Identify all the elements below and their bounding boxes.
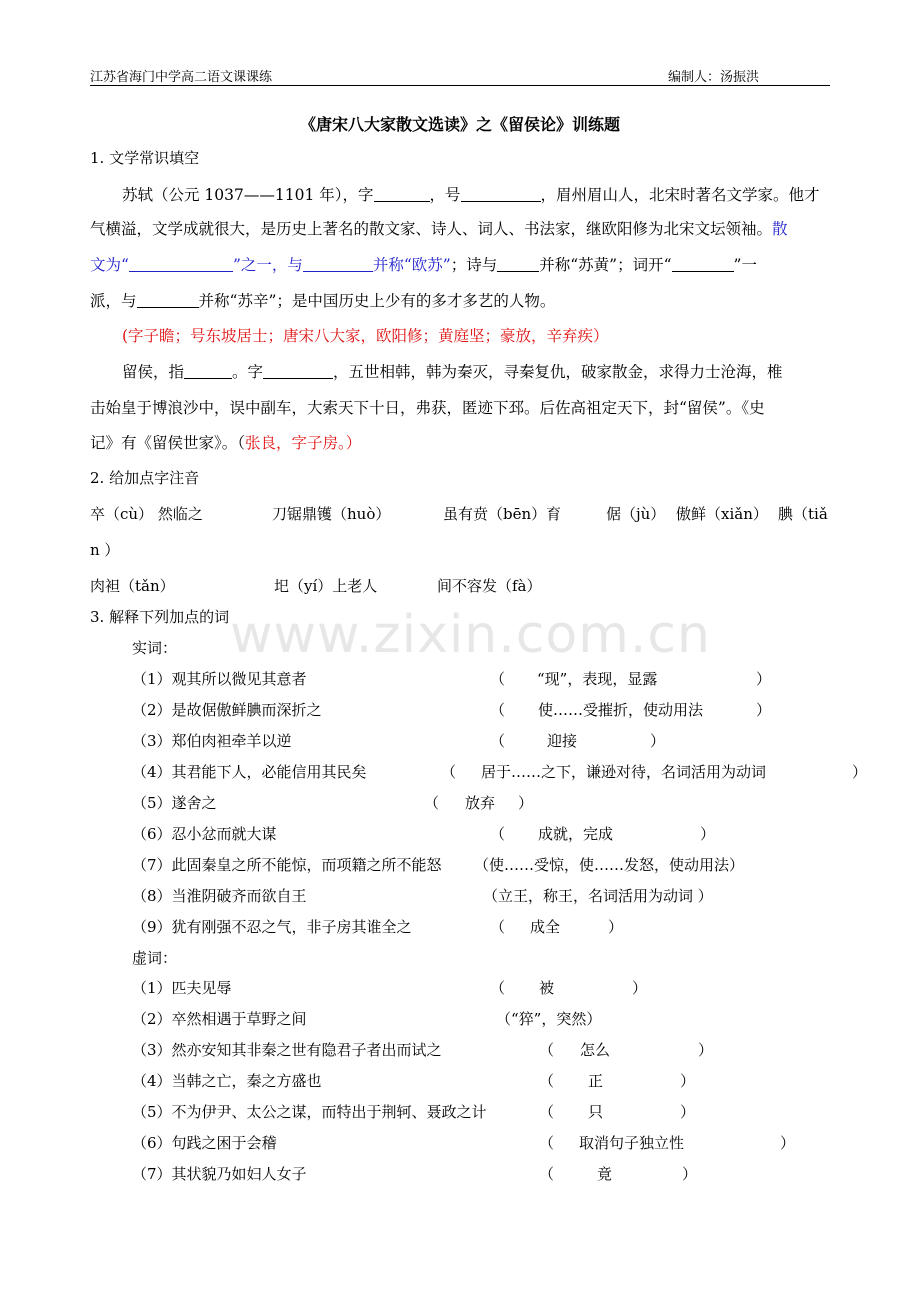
blank-hao[interactable] [461, 186, 541, 203]
text: 苏轼（公元 1037——1101 年），字 [122, 186, 374, 204]
shici-a6: 成就，完成 [538, 825, 614, 843]
blank-zi[interactable] [374, 186, 430, 203]
shici-q1: （1）观其所以微见其意者 [132, 670, 307, 688]
shici-a7: （使……受惊，使……发怒，使动用法） [474, 856, 745, 874]
xuci-q4: （4）当韩之亡，秦之方盛也 [132, 1072, 322, 1090]
paren: （ [424, 794, 440, 812]
s1-para2-line1 [122, 360, 783, 382]
text: 张良，字子房。） [245, 434, 362, 452]
s1-para1-line2 [90, 217, 788, 239]
paren: （ [539, 1134, 555, 1152]
section2-heading: 2. 给加点字注音 [90, 469, 200, 487]
text: 派，与 [90, 292, 137, 310]
paren: （ [539, 1165, 555, 1183]
paren: ） [680, 1072, 696, 1090]
text: 并称“苏辛”；是中国历史上少有的多才多艺的人物。 [198, 292, 556, 310]
blank-huang[interactable] [497, 256, 539, 273]
text: ，五世相韩，韩为秦灭，寻秦复仇，破家散金，求得力士沧海，椎 [333, 363, 783, 381]
paren: ） [852, 763, 868, 781]
paren: （ [539, 1041, 555, 1059]
paren: ） [680, 1103, 696, 1121]
s1-para1-line1 [122, 183, 820, 205]
blank-eight-masters[interactable] [129, 256, 233, 273]
text: ”一 [733, 256, 757, 274]
paren: ） [756, 701, 772, 719]
paren: （ [490, 732, 506, 750]
paren: （ [490, 701, 506, 719]
header-rule [90, 85, 830, 86]
shici-q7: （7）此固秦皇之所不能惊，而项籍之所不能怒 [132, 856, 442, 874]
paren: （ [490, 979, 506, 997]
text: ”之一，与 [232, 256, 303, 274]
paren: ） [632, 979, 648, 997]
paren: ） [650, 732, 666, 750]
pinyin-item: 圯（yí）上老人 [274, 577, 378, 595]
pinyin-item: 傲鲜（xiǎn） [676, 505, 768, 523]
text: 并称“苏黄”；词开“ [539, 256, 672, 274]
shici-q5: （5）遂舍之 [132, 794, 217, 812]
s1-para1-line4 [90, 289, 555, 311]
s1-answer1: (字子瞻；号东坡居士；唐宋八大家，欧阳修；黄庭坚；豪放，辛弃疾） [122, 327, 609, 345]
shici-a4: 居于……之下，谦逊对待，名词活用为动词 [481, 763, 767, 781]
watermark: www.zixin.com.cn [230, 605, 711, 665]
pinyin-item: 刀锯鼎镬（huò） [272, 505, 391, 523]
shici-q8: （8）当淮阴破齐而欲自王 [132, 887, 307, 905]
paren: （ [539, 1103, 555, 1121]
paren: （ [539, 1072, 555, 1090]
pinyin-item: 间不容发（fà） [437, 577, 542, 595]
text: ，号 [429, 186, 461, 204]
pinyin-item-cont: n ） [90, 541, 120, 559]
section1-heading: 1. 文学常识填空 [90, 149, 200, 167]
paren: （ [441, 763, 457, 781]
blank-liuhou[interactable] [184, 363, 232, 380]
shici-q3: （3）郑伯肉袒牵羊以逆 [132, 732, 292, 750]
text: 散 [772, 220, 788, 238]
shici-a8: （立王，称王，名词活用为动词 ） [483, 887, 713, 905]
text: 并称“欧苏” [372, 256, 451, 274]
pinyin-item: 肉袒（tǎn） [90, 577, 175, 595]
xuci-q2: （2）卒然相遇于草野之间 [132, 1010, 307, 1028]
section3-heading: 3. 解释下列加点的词 [90, 608, 230, 626]
text: 留侯，指 [122, 363, 185, 381]
blank-ou[interactable] [303, 256, 373, 273]
s1-para1-line3 [90, 253, 757, 275]
xuci-q6: （6）句践之困于会稽 [132, 1134, 277, 1152]
paren: ） [780, 1134, 796, 1152]
pinyin-item: 虽有贲（bēn）育 [443, 505, 562, 523]
shici-q4: （4）其君能下人，必能信用其民矣 [132, 763, 367, 781]
shici-a2: 使……受摧折，使动用法 [538, 701, 704, 719]
xuci-a7: 竟 [597, 1165, 613, 1183]
paren: ） [682, 1165, 698, 1183]
xuci-a1: 被 [539, 979, 555, 997]
shici-a3: 迎接 [547, 732, 578, 750]
page-title: 《唐宋八大家散文选读》之《留侯论》训练题 [299, 115, 620, 134]
text: 气横溢，文学成就很大，是历史上著名的散文家、诗人、词人、书法家，继欧阳修为北宋文坛领袖。 [90, 220, 773, 238]
shici-q2: （2）是故倨傲鲜腆而深折之 [132, 701, 322, 719]
xuci-q7: （7）其状貌乃如妇人女子 [132, 1165, 307, 1183]
blank-ci-style[interactable] [672, 256, 734, 273]
text: 。字 [232, 363, 264, 381]
shici-q6: （6）忍小忿而就大谋 [132, 825, 277, 843]
blank-zi2[interactable] [263, 363, 333, 380]
pinyin-item: 倨（jù） [606, 505, 666, 523]
s1-para2-line2: 击始皇于博浪沙中，误中副车，大索天下十日，弗获，匿迹下邳。后佐高祖定天下，封“留侯”。《史 [90, 399, 765, 417]
xuci-a3: 怎么 [580, 1041, 611, 1059]
paren: ） [700, 825, 716, 843]
paren: ） [518, 794, 534, 812]
text: 文为“ [90, 256, 129, 274]
pinyin-item: 卒（cù） 然临之 [90, 505, 203, 523]
blank-xin[interactable] [137, 292, 199, 309]
text: ；诗与 [450, 256, 498, 274]
text: 记》有《留侯世家》。（ [90, 434, 246, 452]
xuci-label: 虚词： [132, 949, 178, 967]
xuci-q5: （5）不为伊尹、太公之谋，而特出于荆轲、聂政之计 [132, 1103, 487, 1121]
paren: ） [608, 918, 624, 936]
pinyin-item: 腆（tiǎ [778, 505, 828, 523]
header-left: 江苏省海门中学高二语文课课练 [90, 70, 273, 85]
s1-para2-line3 [90, 431, 361, 453]
text: ，眉州眉山人，北宋时著名文学家。他才 [540, 186, 820, 204]
paren: （ [490, 670, 506, 688]
xuci-a2: （“猝”，突然） [496, 1010, 602, 1028]
xuci-q1: （1）匹夫见辱 [132, 979, 232, 997]
shici-label: 实词： [132, 639, 178, 657]
xuci-q3: （3）然亦安知其非秦之世有隐君子者出而试之 [132, 1041, 442, 1059]
shici-q9: （9）犹有刚强不忍之气，非子房其谁全之 [132, 918, 412, 936]
xuci-a5: 只 [588, 1103, 604, 1121]
paren: ） [698, 1041, 714, 1059]
shici-a5: 放弃 [465, 794, 496, 812]
shici-a9: 成全 [530, 918, 561, 936]
xuci-a6: 取消句子独立性 [579, 1134, 685, 1152]
header-right: 编制人：汤振洪 [668, 70, 760, 85]
paren: ） [756, 670, 772, 688]
xuci-a4: 正 [588, 1072, 604, 1090]
paren: （ [490, 825, 506, 843]
shici-a1: “现”，表现，显露 [537, 670, 658, 688]
paren: （ [490, 918, 506, 936]
